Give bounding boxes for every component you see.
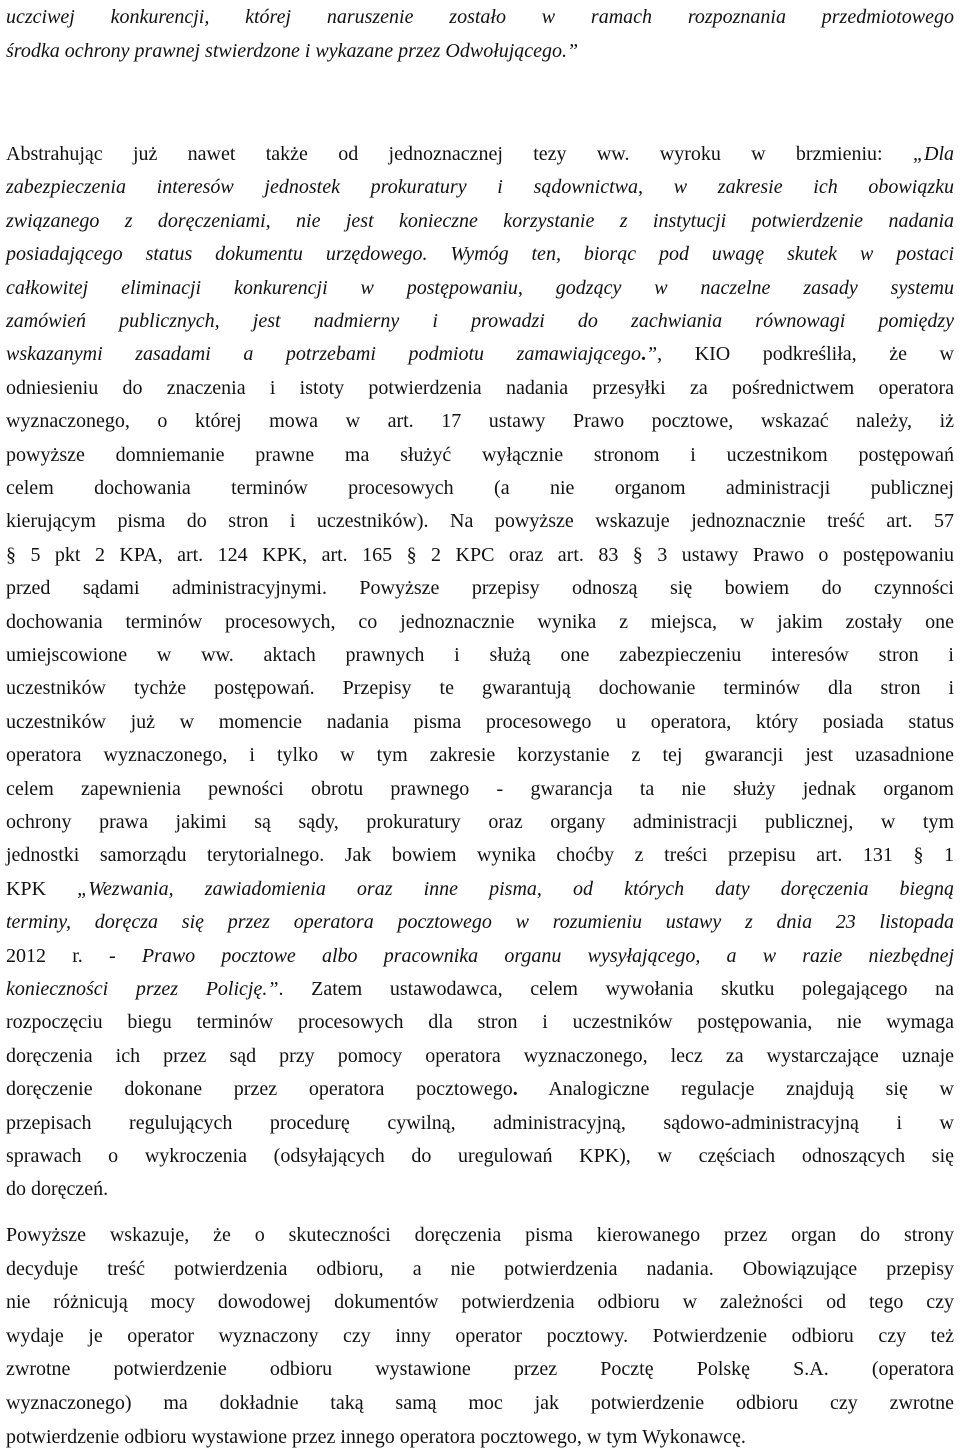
text-line (6, 471, 954, 505)
text-run: jednostki samorządu terytorialnego. Jak bowiem wynika choćby z treści przepisu art. 131 § 1 (6, 844, 954, 867)
text-run: przed sądami administracyjnymi. Powyższe przepisy odnoszą się bowiem do czynności (6, 577, 954, 600)
text-line (6, 170, 954, 204)
text-line (6, 872, 954, 906)
text-run: doręczenia ich przez sąd przy pomocy operatora wyznaczonego, lecz za wystarczające uznaje (6, 1044, 954, 1067)
text-run: KPK (6, 877, 78, 900)
text-run: zabezpieczenia interesów jednostek prokuratury i sądownictwa, w zakresie ich obowiązku (6, 176, 954, 199)
text-line (6, 1172, 954, 1206)
text-run: Abstrahując już nawet także od jednoznacznej tezy ww. wyroku w brzmieniu: (6, 143, 913, 165)
text-run: celem dochowania terminów procesowych (a nie organom administracji publicznej (6, 477, 954, 499)
text-line (6, 738, 954, 772)
text-run: całkowitej eliminacji konkurencji w postępowaniu, godzący w naczelne zasady systemu (6, 276, 954, 299)
text-run: konieczności przez Policję.” (6, 978, 279, 1000)
text-run: wskazanymi zasadami a potrzebami podmiotu zamawiającego (6, 343, 642, 366)
text-run: zwrotne potwierdzenie odbioru wystawione przez Pocztę Polskę S.A. (operatora (6, 1358, 954, 1381)
text-run: „Dla (912, 143, 954, 165)
text-run: celem zapewnienia pewności obrotu prawnego - gwarancja ta nie służy jednak organom (6, 777, 954, 800)
text-line (6, 204, 954, 238)
text-line (6, 1218, 954, 1252)
text-run: uczciwej konkurencji, której naruszenie zostało w ramach rozpoznania przedmiotowego (6, 6, 954, 28)
text-run: umiejscowione w ww. aktach prawnych i służą one zabezpieczeniu interesów stron i (6, 644, 954, 666)
text-run: , KIO podkreśliła, że w (657, 343, 954, 366)
text-line (6, 1319, 954, 1353)
text-line (6, 1005, 954, 1039)
text-line (6, 1420, 954, 1454)
text-run: uczestników już w momencie nadania pisma procesowego u operatora, który posiada status (6, 710, 954, 733)
text-run: przepisach regulujących procedurę cywilną, administracyjną, sądowo-administracyjną i w (6, 1111, 954, 1134)
text-line (6, 638, 954, 672)
text-line (6, 1139, 954, 1173)
text-run: kierującym pisma do stron i uczestników). Na powyższe wskazuje jednoznacznie treść art. 57 (6, 510, 954, 533)
text-line (6, 705, 954, 739)
text-run: środka ochrony prawnej stwierdzone i wykazane przez Odwołującego.” (6, 40, 579, 62)
text-line (6, 304, 954, 338)
text-run: Analogiczne regulacje znajdują się w (517, 1078, 954, 1101)
text-run: wyznaczonego, o której mowa w art. 17 ustawy Prawo pocztowe, wskazać należy, iż (6, 410, 954, 433)
text-run: Prawo pocztowe albo pracownika organu wysyłającego, a w razie niezbędnej (141, 944, 954, 967)
text-line (6, 805, 954, 839)
text-run: § 5 pkt 2 KPA, art. 124 KPK, art. 165 § 2 KPC oraz art. 83 § 3 ustawy Prawo o postępowaniu (6, 543, 954, 566)
text-line (6, 939, 954, 973)
text-run: decyduje treść potwierdzenia odbioru, a nie potwierdzenia nadania. Obowiązujące przepisy (6, 1257, 954, 1280)
text-run: wyznaczonego) ma dokładnie taką samą moc jak potwierdzenie odbioru czy zwrotne (6, 1392, 954, 1414)
text-line (6, 571, 954, 605)
text-line (6, 605, 954, 639)
text-line (6, 1352, 954, 1386)
text-line (6, 1285, 954, 1319)
text-line (6, 538, 954, 572)
text-run: ” (646, 343, 658, 366)
text-line (6, 838, 954, 872)
text-run: . Zatem ustawodawca, celem wywołania skutku polegającego na (278, 978, 954, 1000)
text-run: Powyższe wskazuje, że o skuteczności doręczenia pisma kierowanego przez organ do strony (6, 1224, 954, 1246)
text-run: . (641, 343, 647, 366)
text-line (6, 772, 954, 806)
text-run: uczestników tychże postępowań. Przepisy te gwarantują dochowanie terminów dla stron i (6, 677, 954, 700)
text-run: posiadającego status dokumentu urzędowego. Wymóg ten, biorąc pod uwagę skutek w postaci (6, 243, 954, 266)
text-run: sprawach o wykroczenia (odsyłających do uregulowań KPK), w częściach odnoszących się (6, 1145, 954, 1167)
text-line (6, 1252, 954, 1286)
text-run: wydaje je operator wyznaczony czy inny operator pocztowy. Potwierdzenie odbioru czy też (6, 1324, 954, 1347)
text-run: „Wezwania, zawiadomienia oraz inne pisma, od których daty doręczenia biegną (77, 877, 954, 900)
text-line (6, 438, 954, 472)
text-line (6, 337, 954, 371)
text-run: do doręczeń. (6, 1178, 109, 1201)
text-line (6, 371, 954, 405)
text-run: . (512, 1078, 518, 1101)
text-line (6, 237, 954, 271)
text-run: związanego z doręczeniami, nie jest konieczne korzystanie z instytucji potwierdzenie nadania (6, 209, 954, 232)
text-run: nie różnicują mocy dowodowej dokumentów potwierdzenia odbioru w zależności od tego czy (6, 1291, 954, 1314)
text-run: zamówień publicznych, jest nadmierny i prowadzi do zachwiania równowagi pomiędzy (6, 310, 954, 332)
text-line (6, 137, 954, 171)
text-line (6, 34, 954, 68)
text-line (6, 671, 954, 705)
text-run: potwierdzenie odbioru wystawione przez innego operatora pocztowego, w tym Wykonawcę. (6, 1425, 746, 1448)
text-run: powyższe domniemanie prawne ma służyć wyłącznie stronom i uczestnikom postępowań (6, 443, 954, 466)
text-line (6, 972, 954, 1006)
text-line (6, 1386, 954, 1420)
text-line (6, 1039, 954, 1073)
text-line (6, 1072, 954, 1106)
text-run: 2012 r. - (6, 944, 142, 967)
text-run: dochowania terminów procesowych, co jednoznacznie wynika z miejsca, w jakim zostały one (6, 610, 954, 633)
text-run: doręczenie dokonane przez operatora pocztowego (6, 1078, 513, 1101)
text-line (6, 1106, 954, 1140)
text-run: odniesieniu do znaczenia i istoty potwierdzenia nadania przesyłki za pośrednictwem operatora (6, 376, 954, 399)
text-line (6, 905, 954, 939)
text-run: terminy, doręcza się przez operatora pocztowego w rozumieniu ustawy z dnia 23 listopada (6, 911, 954, 934)
text-run: rozpoczęciu biegu terminów procesowych dla stron i uczestników postępowania, nie wymaga (6, 1011, 954, 1034)
text-line (6, 0, 954, 34)
text-run: operatora wyznaczonego, i tylko w tym zakresie korzystanie z tej gwarancji jest uzasadnione (6, 744, 954, 767)
text-line (6, 271, 954, 305)
text-run: ochrony prawa jakimi są sądy, prokuratury oraz organy administracji publicznej, w tym (6, 811, 954, 833)
text-line (6, 504, 954, 538)
text-line (6, 404, 954, 438)
